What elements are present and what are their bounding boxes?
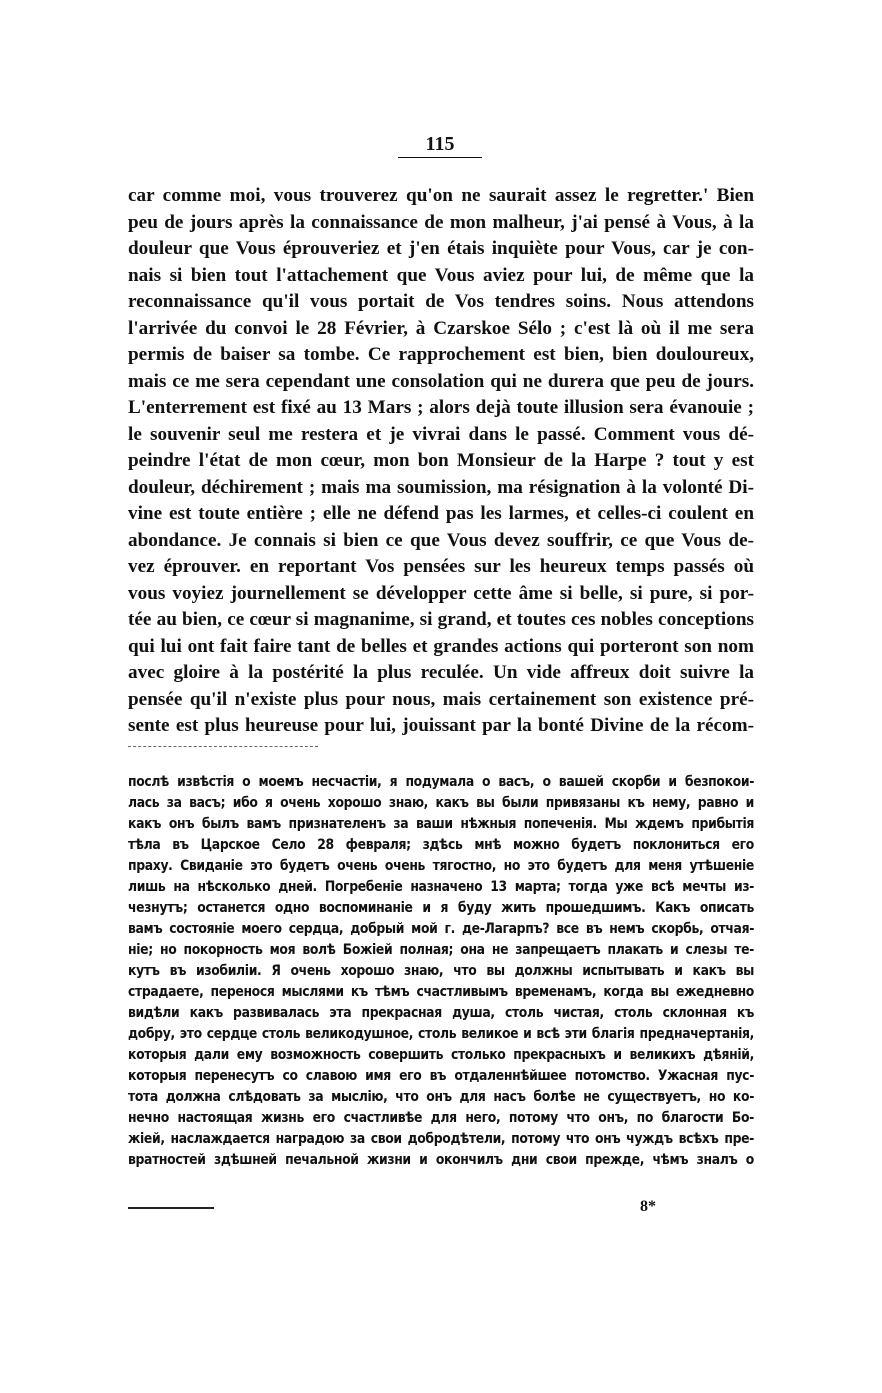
translation-line: послѣ извѣстія о моемъ несчастіи, я подумала о васъ, о вашей скорби и безпокои-: [128, 774, 754, 790]
text-line: car comme moi, vous trouverez qu'on ne saurait assez le regretter.' Bien: [128, 185, 754, 206]
text-line: vous voyiez journellement se développer cette âme si belle, si pure, si por-: [128, 582, 754, 604]
section-divider: [128, 746, 318, 749]
text-line: avec gloire à la postérité la plus reculée. Un vide affreux doit suivre la: [128, 662, 754, 683]
translation-line: тота должна слѣдовать за мыслію, что онъ для насъ болѣе не существуетъ, но ко-: [128, 1089, 754, 1105]
translation-line: праху. Свиданіе это будетъ очень очень тягостно, но это будетъ для меня утѣшеніе: [128, 858, 754, 874]
translation-line: страдаете, перенося мыслями къ тѣмъ счастливымъ временамъ, когда вы ежедневно: [128, 984, 754, 1000]
text-line: L'enterrement est fixé au 13 Mars ; alors dejà toute illusion sera évanouie ;: [128, 397, 754, 418]
translation-line: добру, это сердце столь великодушное, столь великое и всѣ эти благія предначертанія,: [128, 1026, 754, 1042]
text-line: abondance. Je connais si bien ce que Vous devez souffrir, ce que Vous de-: [128, 529, 754, 551]
text-line: douleur, déchirement ; mais ma soumission, ma résignation à la volonté Di-: [128, 476, 754, 498]
text-line: douleur que Vous éprouveriez et j'en étais inquiète pour Vous, car je con-: [128, 238, 754, 259]
text-line: le souvenir seul me restera et je vivrai dans le passé. Comment vous dé-: [128, 423, 754, 445]
translation-line: вратностей здѣшней печальной жизни и окончилъ дни свои прежде, чѣмъ зналъ о: [128, 1152, 754, 1168]
footnote-rule: [128, 1207, 214, 1209]
text-line: reconnaissance qu'il vous portait de Vos tendres soins. Nous attendons: [128, 291, 754, 312]
text-line: vez éprouver. en reportant Vos pensées sur les heureux temps passés où: [128, 556, 754, 577]
translation-line: лась за васъ; ибо я очень хорошо знаю, какъ вы были привязаны къ нему, равно и: [128, 795, 754, 811]
translation-line: вамъ состояніе моего сердца, добрый мой г. де-Лагарпъ? все въ немъ скорбь, отчая-: [128, 921, 754, 937]
signature-mark: 8*: [640, 1198, 656, 1215]
translation-line: нечно настоящая жизнь его счастливѣе для него, потому что онъ, по благости Бо-: [128, 1110, 754, 1126]
text-line: l'arrivée du convoi le 28 Février, à Czarskoe Sélo ; c'est là où il me sera: [128, 317, 754, 339]
text-line: mais ce me sera cependant une consolation qui ne durera que peu de jours.: [128, 370, 754, 392]
text-line: pensée qu'il n'existe plus pour nous, mais certainement son existence pré-: [128, 688, 754, 710]
translation-line: чезнутъ; останется одно воспоминаніе и я буду жить прошедшимъ. Какъ описать: [128, 900, 754, 916]
text-line: tée au bien, ce cœur si magnanime, si grand, et toutes ces nobles conceptions: [128, 609, 754, 630]
text-line: qui lui ont fait faire tant de belles et grandes actions qui porteront son nom: [128, 635, 754, 657]
translation-line: которыя перенесутъ со славою имя его въ отдаленнѣйшее потомство. Ужасная пус-: [128, 1068, 754, 1084]
translation-line: видѣли какъ развивалась эта прекрасная душа, столь чистая, столь склонная къ: [128, 1005, 754, 1021]
translation-line: которыя дали ему возможность совершить столько прекрасныхъ и великихъ дѣяній,: [128, 1047, 754, 1063]
text-line: nais si bien tout l'attachement que Vous aviez pour lui, de même que la: [128, 264, 754, 286]
translation-line: кутъ въ изобиліи. Я очень хорошо знаю, что вы должны испытывать и какъ вы: [128, 963, 754, 979]
text-line: peu de jours après la connaissance de mon malheur, j'ai pensé à Vous, à la: [128, 211, 754, 233]
translation-line: лишь на нѣсколько дней. Погребеніе назначено 13 марта; тогда уже всѣ мечты из-: [128, 879, 754, 895]
text-line: permis de baiser sa tombe. Ce rapprochement est bien, bien douloureux,: [128, 344, 754, 365]
russian-translation: [128, 772, 754, 1171]
translation-line: ніе; но покорность моя волѣ Божіей полная; она не запрещаетъ плакать и слезы те-: [128, 942, 754, 958]
text-line: sente est plus heureuse pour lui, jouissant par la bonté Divine de la récom-: [128, 715, 754, 736]
page-number: 115: [398, 132, 482, 158]
text-line: peindre l'état de mon cœur, mon bon Monsieur de la Harpe ? tout y est: [128, 450, 754, 471]
text-line: vine est toute entière ; elle ne défend pas les larmes, et celles-ci coulent en: [128, 503, 754, 524]
translation-line: жіей, наслаждается наградою за свои добродѣтели, потому что онъ чуждъ всѣхъ пре-: [128, 1131, 754, 1147]
french-text: [128, 183, 754, 740]
translation-line: тѣла въ Царское Село 28 февраля; здѣсь мнѣ можно будетъ поклониться его: [128, 837, 754, 853]
translation-line: какъ онъ былъ вамъ признателенъ за ваши нѣжныя попеченія. Мы ждемъ прибытія: [128, 816, 754, 832]
